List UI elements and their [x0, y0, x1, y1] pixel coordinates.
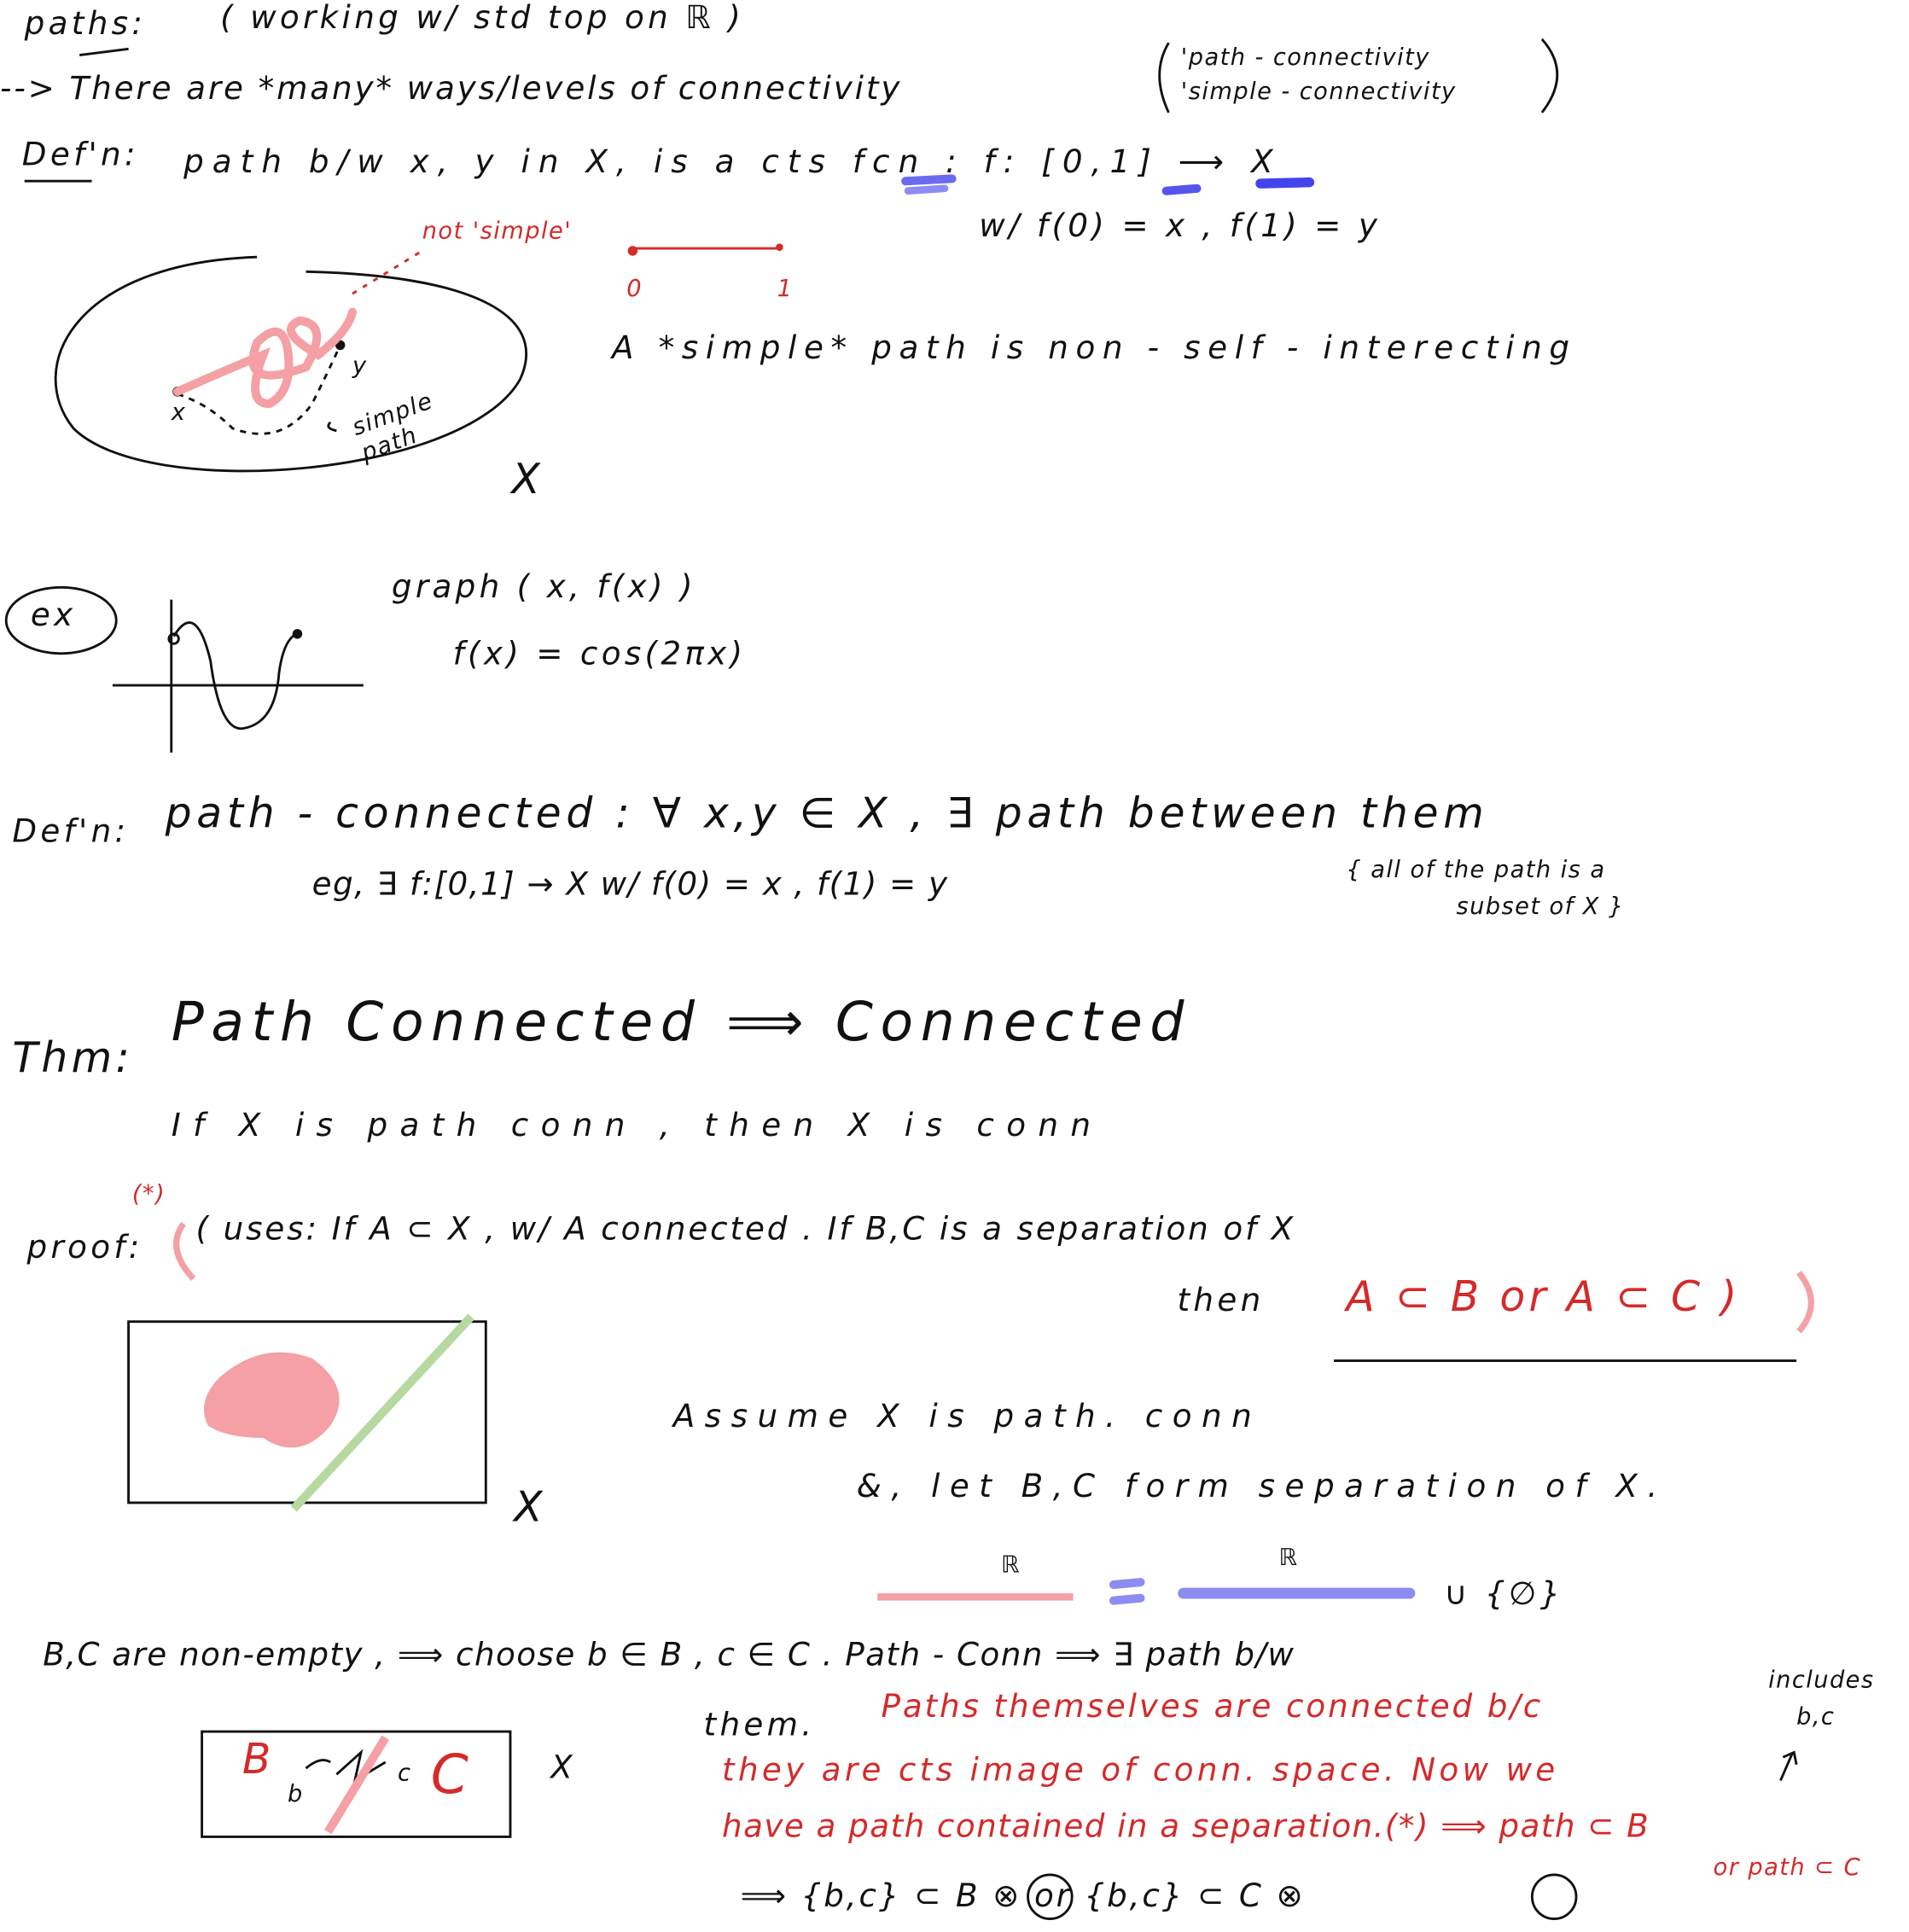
thm-label: Thm:: [12, 1033, 134, 1084]
kind-path: 'path - connectivity: [1180, 44, 1430, 72]
includes: includes: [1768, 1667, 1875, 1694]
non-simple-path: [178, 312, 352, 404]
interval-0: 0: [626, 275, 643, 303]
def2-text: path - connected : ∀ x,y ∈ X , ∃ path between them: [165, 789, 1489, 839]
kind-simple: 'simple - connectivity: [1180, 78, 1457, 106]
real-2: ℝ: [1278, 1544, 1299, 1572]
red-line-3b: or path ⊂ C: [1713, 1853, 1862, 1882]
point-y: y: [352, 352, 368, 380]
note-brace: { all of the path is a: [1346, 856, 1606, 884]
red-line-3: have a path contained in a separation.(*) ⟹ path ⊂ B: [722, 1808, 1650, 1846]
box-X: X: [550, 1749, 577, 1787]
note-line-2: subset of X }: [1456, 893, 1625, 921]
includes-bc: b,c: [1796, 1703, 1836, 1731]
box-c: c: [398, 1760, 412, 1787]
paren: [1160, 43, 1169, 113]
thm-restated: If X is path conn , then X is conn: [171, 1107, 1103, 1144]
them: them.: [703, 1707, 816, 1744]
def2-label: Def'n:: [12, 813, 130, 851]
note-1: all of the path is a: [1371, 856, 1606, 884]
ex-function: f(x) = cos(2πx): [452, 636, 747, 673]
arrow-icon: [1780, 1752, 1796, 1780]
proof-label: proof:: [26, 1230, 143, 1267]
proof-then: then: [1177, 1282, 1265, 1319]
box-b: b: [287, 1780, 304, 1808]
paren: [1542, 39, 1557, 113]
interval-1: 1: [777, 275, 794, 303]
label-tick: [329, 422, 337, 431]
proof-uses: ( uses: If A ⊂ X , w/ A connected . If B,C is a separation of X: [195, 1211, 1296, 1248]
proof-conclusion: A ⊂ B or A ⊂ C ): [1346, 1272, 1741, 1322]
ex-graph: graph ( x, f(x) ): [391, 568, 696, 606]
def-label: Def'n:: [21, 137, 139, 174]
final-line: ⟹ {b,c} ⊂ B ⊗ or {b,c} ⊂ C ⊗: [740, 1878, 1306, 1916]
point-x: x: [171, 399, 187, 427]
underline: [79, 49, 128, 55]
let-separation: &, let B,C form separation of X.: [856, 1468, 1667, 1505]
cos-curve: [174, 623, 300, 729]
thm-statement: Path Connected ⟹ Connected: [171, 991, 1192, 1054]
intro: --> There are *many* ways/levels of connectivity: [0, 71, 903, 108]
note-2: subset of X: [1456, 893, 1600, 921]
red-line-1: Paths themselves are connected b/c: [881, 1688, 1544, 1725]
assume: Assume X is path. conn: [672, 1399, 1262, 1436]
set-A-blob: [204, 1353, 340, 1448]
simple-path-label: simple path: [348, 387, 437, 467]
red-line-2: they are cts image of conn. space. Now we: [722, 1752, 1559, 1789]
nonempty: B,C are non-empty , ⟹ choose b ∈ B , c ∈ C . Path - Conn ⟹ ∃ path b/w: [43, 1637, 1295, 1674]
space-x: X: [511, 455, 544, 504]
heading-note: ( working w/ std top on ℝ ): [220, 0, 745, 38]
box-B: B: [242, 1735, 275, 1784]
def2-eg: eg, ∃ f:[0,1] → X w/ f(0) = x , f(1) = y: [311, 866, 949, 904]
box-C: C: [430, 1743, 474, 1807]
real-1: ℝ: [1001, 1551, 1021, 1579]
star-mark: (*): [131, 1180, 166, 1208]
simple-def: A *simple* path is non - self - interecting: [612, 330, 1577, 368]
union-empty: ∪ {∅}: [1444, 1575, 1564, 1614]
ex-label: ex: [30, 596, 77, 634]
def-condition: w/ f(0) = x , f(1) = y: [979, 207, 1382, 245]
not-simple-label: not 'simple': [422, 218, 573, 245]
def-path: path b/w x, y in X, is a cts fcn : f: [0,1] ⟶ X: [183, 144, 1282, 182]
diagram-x: X: [514, 1483, 546, 1533]
contradiction-2: [1532, 1875, 1576, 1919]
heading: paths:: [24, 6, 147, 44]
